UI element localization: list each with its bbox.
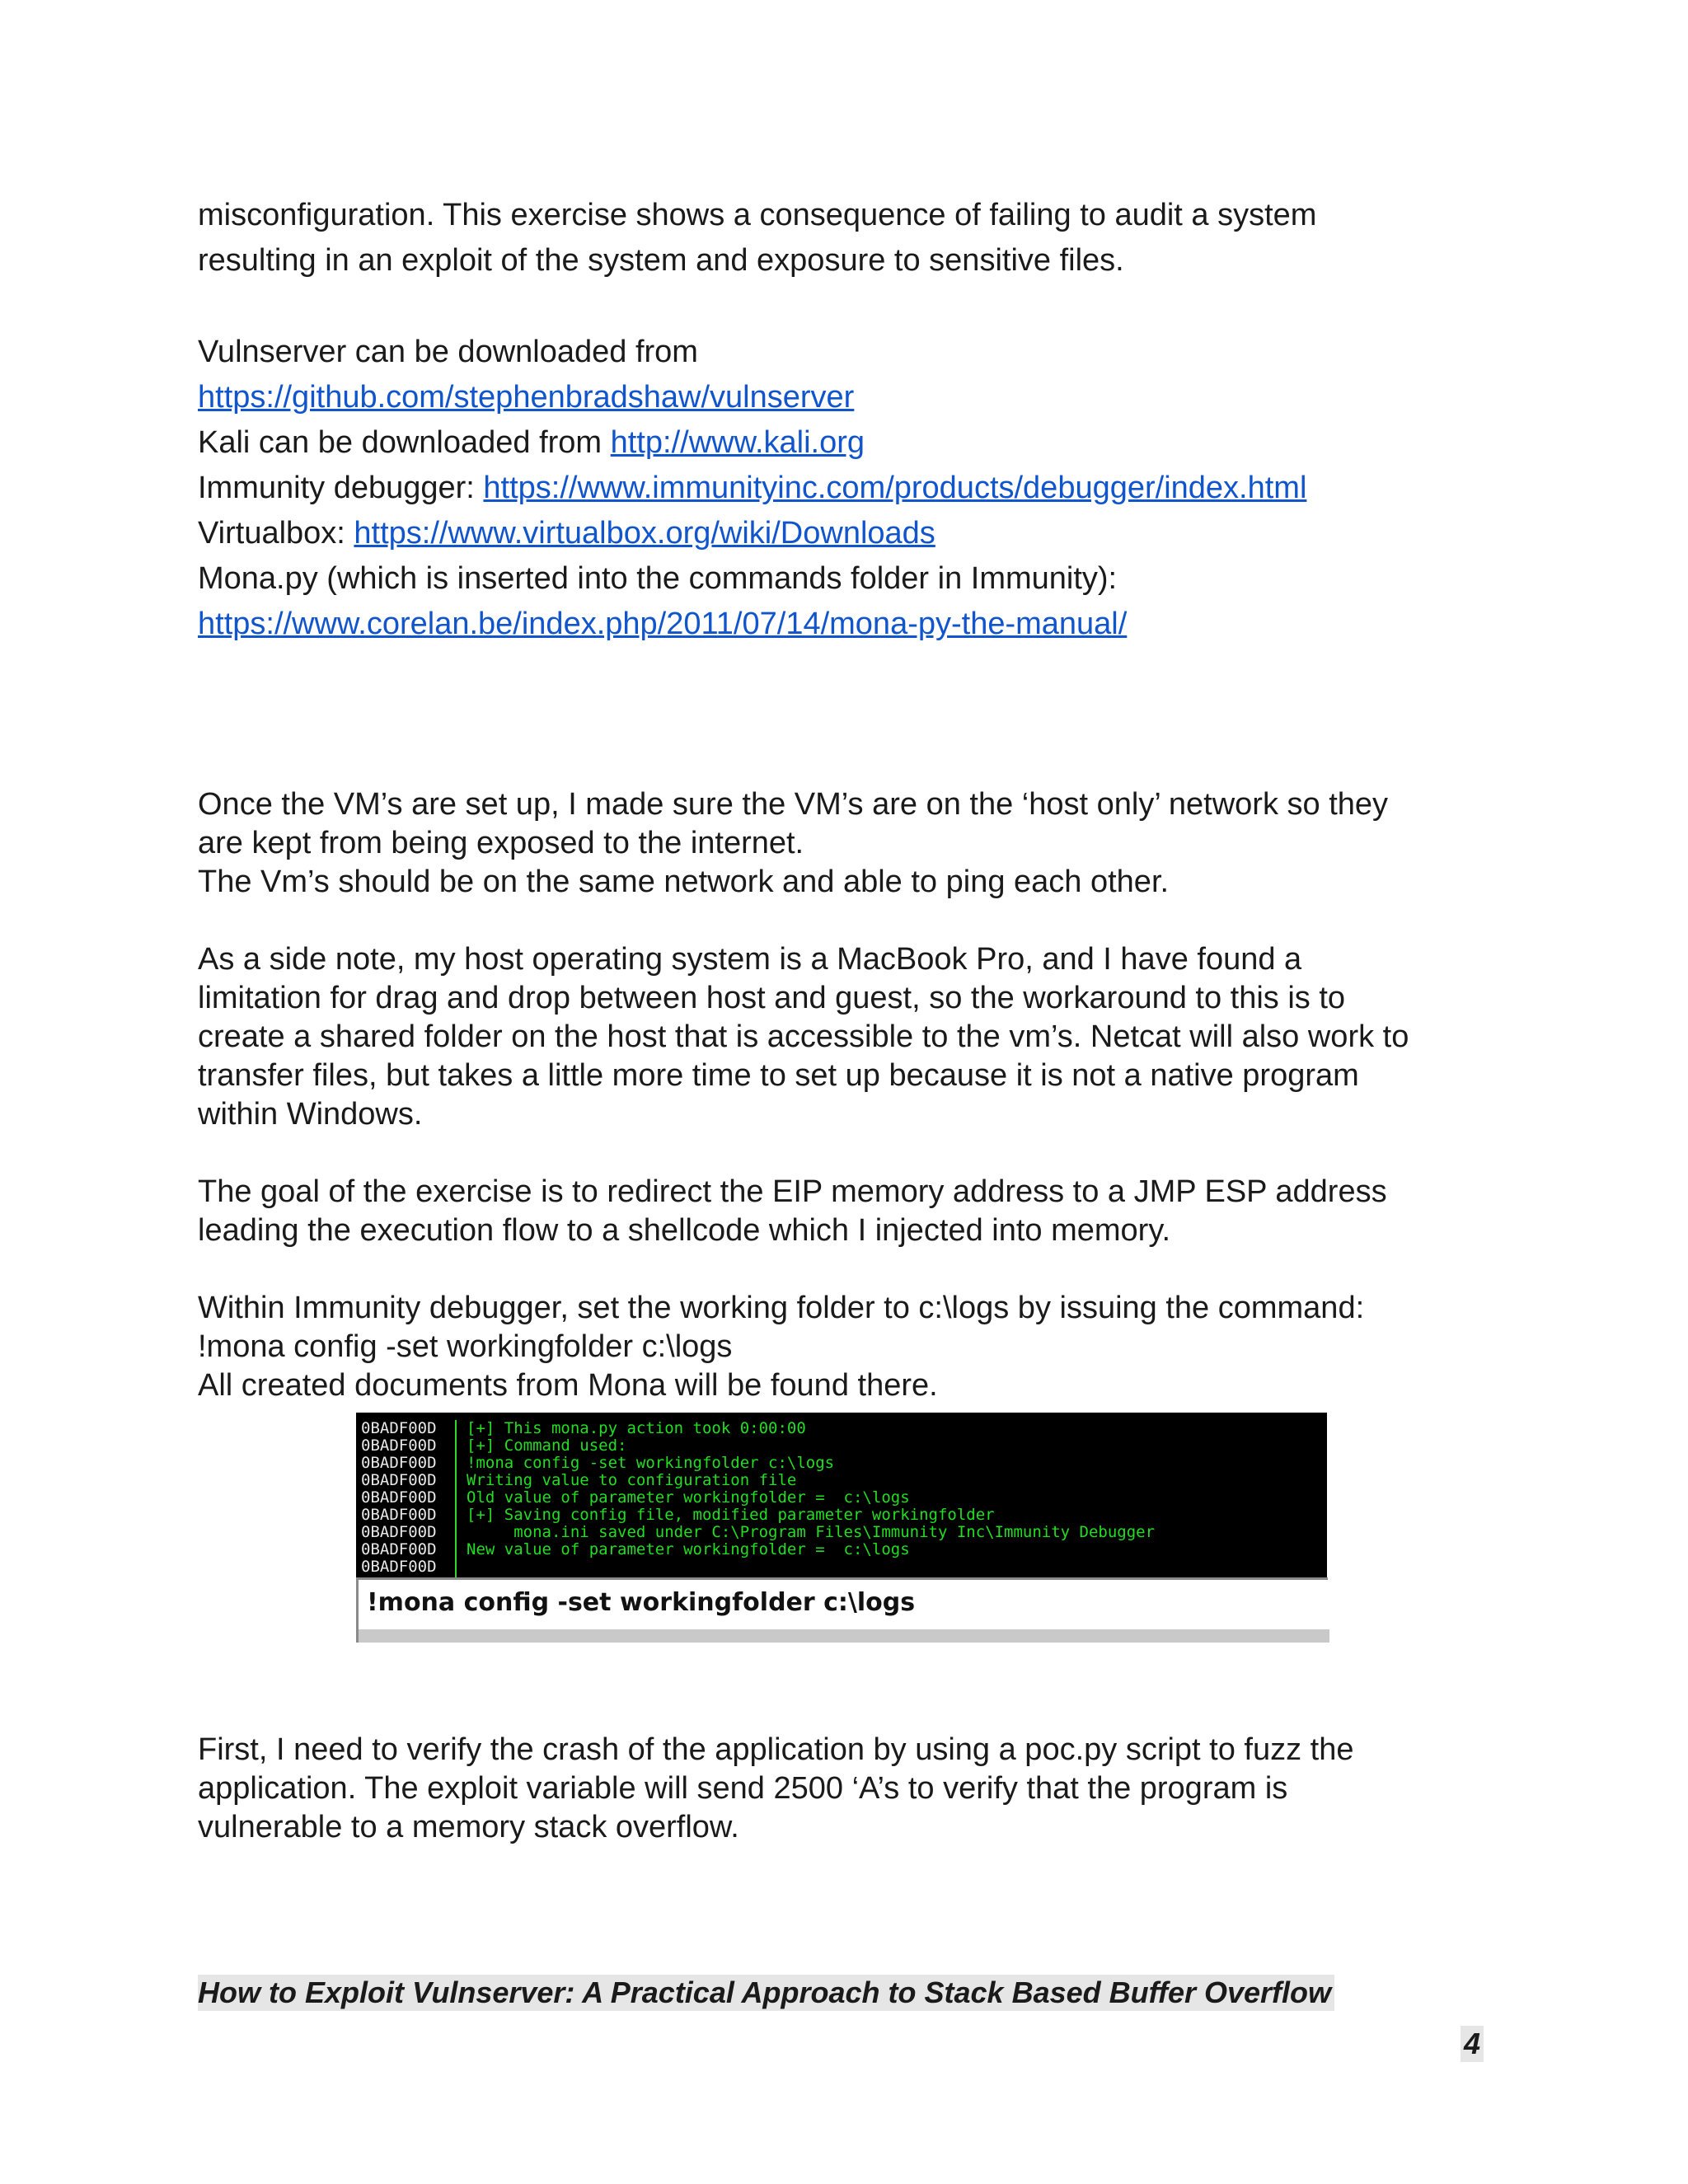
console-row	[356, 1420, 627, 1455]
page-number: 4	[1461, 2026, 1484, 2062]
kali-link-label: Kali can be downloaded from	[198, 425, 611, 460]
body-text-line: resulting in an exploit of the system and exposure to sensitive files.	[198, 243, 1124, 278]
body-text-line: vulnerable to a memory stack overflow.	[198, 1810, 739, 1844]
kali-link[interactable]: http://www.kali.org	[610, 425, 865, 460]
virtualbox-link[interactable]: https://www.virtualbox.org/wiki/Downloads	[354, 516, 935, 551]
body-text-line: First, I need to verify the crash of the application by using a poc.py script to fuzz the	[198, 1732, 1354, 1767]
console-row	[356, 1558, 413, 1576]
console-message: [+] This mona.py action took 0:00:00	[467, 1419, 806, 1437]
console-address: 0BADF00D	[361, 1523, 437, 1541]
vulnserver-link[interactable]: https://github.com/stephenbradshaw/vulnserver	[198, 380, 855, 415]
immunity-link-label: Immunity debugger:	[198, 471, 484, 505]
command-input[interactable]	[356, 1577, 1328, 1629]
body-text-line: Within Immunity debugger, set the working folder to c:\logs by issuing the command:	[198, 1291, 1365, 1325]
body-text-line: !mona config -set workingfolder c:\logs	[198, 1329, 733, 1364]
body-text-line: As a side note, my host operating system is a MacBook Pro, and I have found a	[198, 942, 1302, 977]
vulnserver-link-line	[198, 378, 854, 416]
body-text-line: limitation for drag and drop between host and guest, so the workaround to this is to	[198, 981, 1346, 1015]
body-text-line: misconfiguration. This exercise shows a consequence of failing to audit a system	[198, 198, 1317, 232]
body-text-line: The Vm’s should be on the same network and able to ping each other.	[198, 865, 1170, 899]
immunity-link-line	[198, 469, 1306, 507]
mona-link-label: Mona.py (which is inserted into the commands folder in Immunity):	[198, 561, 1118, 596]
body-text-line: The goal of the exercise is to redirect the EIP memory address to a JMP ESP address	[198, 1174, 1387, 1209]
immunity-console-screenshot	[356, 1413, 1327, 1645]
console-message: [+] Command used:	[467, 1436, 627, 1455]
body-text-line: All created documents from Mona will be found there.	[198, 1368, 938, 1403]
console-row	[356, 1541, 437, 1576]
body-text-line: create a shared folder on the host that is accessible to the vm’s. Netcat will also work to	[198, 1019, 1409, 1054]
mona-link-line	[198, 605, 1127, 643]
console-address: 0BADF00D	[361, 1540, 437, 1558]
body-text-line: leading the execution flow to a shellcode which I injected into memory.	[198, 1213, 1171, 1248]
console-message: mona.ini saved under C:\Program Files\Immunity Inc\Immunity Debugger	[467, 1523, 1156, 1541]
body-text-line: Once the VM’s are set up, I made sure the VM’s are on the ‘host only’ network so they	[198, 787, 1389, 822]
status-bar	[356, 1629, 1329, 1643]
console-address: 0BADF00D	[361, 1488, 437, 1507]
console-address: 0BADF00D	[361, 1436, 437, 1455]
body-text-line: application. The exploit variable will send 2500 ‘A’s to verify that the program is	[198, 1771, 1288, 1806]
console-message: Old value of parameter workingfolder = c:\logs	[467, 1488, 910, 1507]
body-text-line: are kept from being exposed to the internet.	[198, 826, 804, 860]
console-message: New value of parameter workingfolder = c:\logs	[467, 1540, 910, 1558]
console-message: Writing value to configuration file	[467, 1471, 797, 1489]
body-text-line: transfer files, but takes a little more time to set up because it is not a native program	[198, 1058, 1359, 1093]
console-address: 0BADF00D	[361, 1471, 437, 1489]
immunity-link[interactable]: https://www.immunityinc.com/products/debugger/index.html	[483, 471, 1307, 505]
console-address: 0BADF00D	[361, 1558, 437, 1576]
console-log-pane	[356, 1413, 1327, 1577]
body-text-line: within Windows.	[198, 1097, 423, 1132]
virtualbox-link-line	[198, 514, 935, 552]
footer-title: How to Exploit Vulnserver: A Practical Approach to Stack Based Buffer Overflow	[198, 1975, 1334, 2011]
console-message: [+] Saving config file, modified parameter workingfolder	[467, 1506, 995, 1524]
console-message: !mona config -set workingfolder c:\logs	[467, 1454, 835, 1472]
mona-link[interactable]: https://www.corelan.be/index.php/2011/07/14/mona-py-the-manual/	[198, 607, 1128, 641]
console-address: 0BADF00D	[361, 1419, 437, 1437]
console-address: 0BADF00D	[361, 1506, 437, 1524]
console-row	[356, 1403, 806, 1437]
virtualbox-link-label: Virtualbox:	[198, 516, 354, 551]
command-input-value: !mona config -set workingfolder c:\logs	[367, 1588, 916, 1617]
kali-link-line	[198, 424, 865, 462]
console-address: 0BADF00D	[361, 1454, 437, 1472]
body-text-line: Vulnserver can be downloaded from	[198, 335, 698, 369]
